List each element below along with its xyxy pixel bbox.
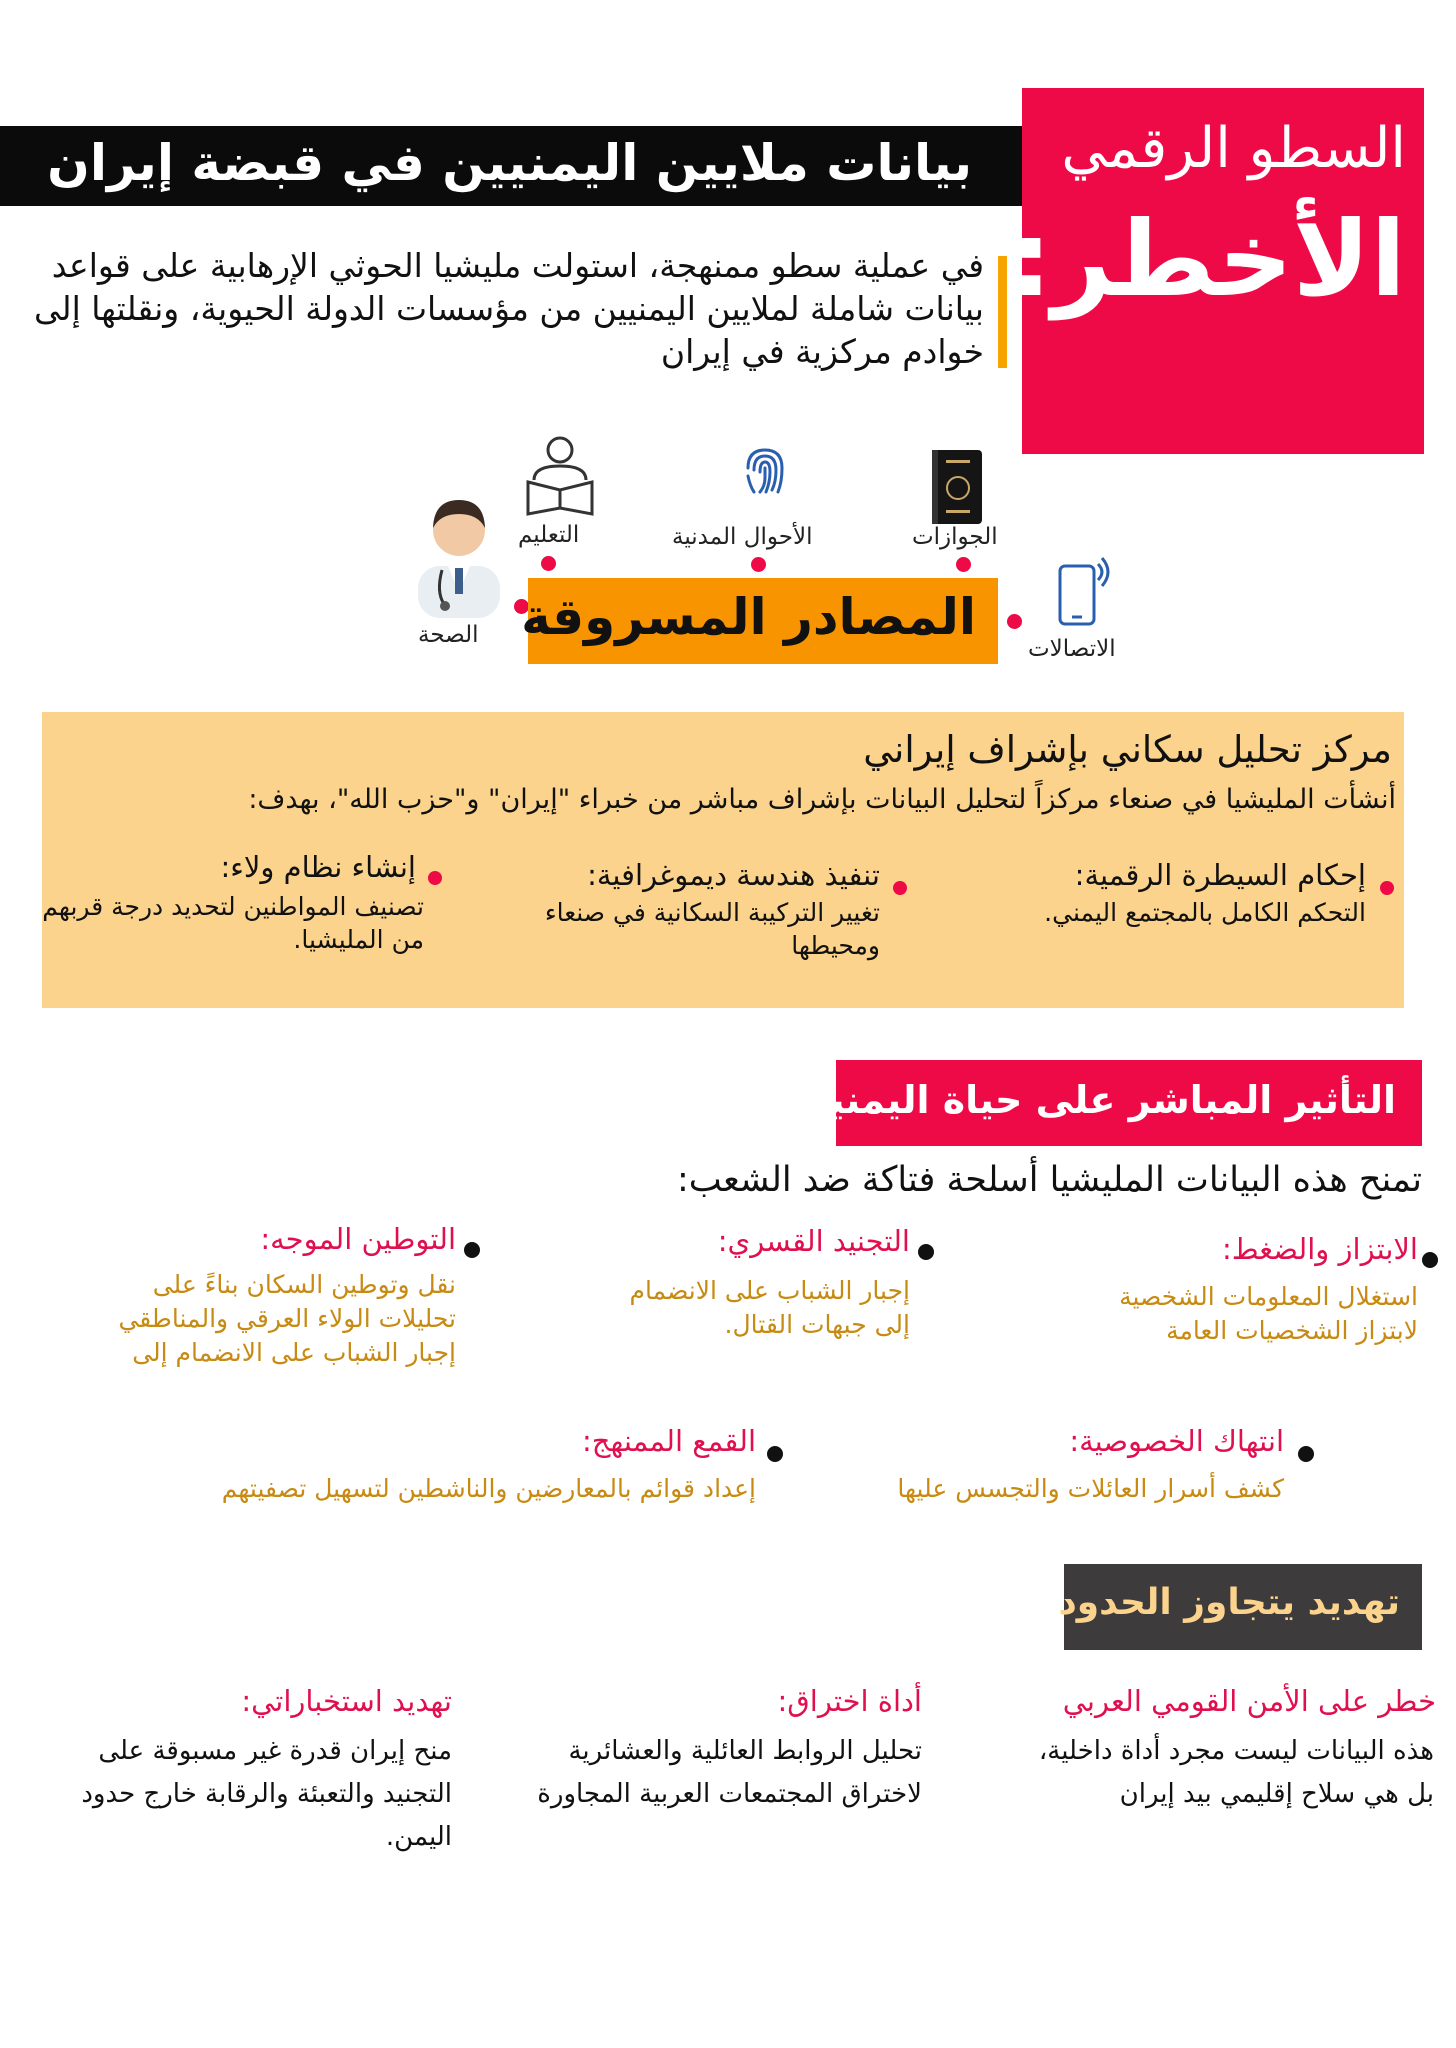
stolen-sources-title: المصادر المسروقة <box>521 588 976 646</box>
impact-item-title: التوطين الموجه: <box>260 1222 456 1256</box>
goal-desc: التحكم الكامل بالمجتمع اليمني. <box>1044 898 1366 927</box>
goal-title: تنفيذ هندسة ديموغرافية: <box>587 858 880 892</box>
badge-line-1: السطو الرقمي <box>1061 116 1406 181</box>
source-label-health: الصحة <box>418 622 479 648</box>
goal-title: إنشاء نظام ولاء: <box>220 850 416 884</box>
impact-item-desc: كشف أسرار العائلات والتجسس عليها <box>897 1474 1284 1503</box>
intro-accent-bar <box>998 256 1007 368</box>
passport-icon <box>928 448 984 526</box>
student-reading-icon <box>522 436 598 518</box>
threat-item-title: تهديد استخباراتي: <box>241 1684 452 1718</box>
impact-item-desc: إعداد قوائم بالمعارضين والناشطين لتسهيل تصفيتهم <box>221 1474 756 1503</box>
goal-desc: تغيير التركيبة السكانية في صنعاء ومحيطها <box>544 898 880 960</box>
title-banner <box>0 126 1022 206</box>
impact-item-desc: إجبار الشباب على الانضمام إلى جبهات القتال. <box>629 1276 910 1339</box>
source-dot-telecom <box>1007 614 1022 629</box>
impact-item-title: الابتزاز والضغط: <box>1221 1232 1418 1266</box>
source-dot-education <box>541 556 556 571</box>
fingerprint-icon <box>740 442 790 500</box>
goal-desc: تصنيف المواطنين لتحديد درجة قربهم من المليشيا. <box>42 892 424 954</box>
impact-banner <box>780 1060 1422 1146</box>
impact-title: التأثير المباشر على حياة اليمنيين <box>780 1078 1396 1122</box>
analysis-center-text: أنشأت المليشيا في صنعاء مركزاً لتحليل البيانات بإشراف مباشر من خبراء "إيران" و"حزب الله"، بهدف: <box>248 784 1396 815</box>
source-label-civil: الأحوال المدنية <box>672 524 813 550</box>
goal-bullet <box>893 881 907 895</box>
impact-item-desc: نقل وتوطين السكان بناءً على تحليلات الولاء العرقي والمناطقي إجبار الشباب على الانضمام إلى <box>118 1270 456 1367</box>
source-dot-passports <box>956 557 971 572</box>
analysis-center-title: مركز تحليل سكاني بإشراف إيراني <box>863 728 1392 771</box>
threat-item-desc: هذه البيانات ليست مجرد أداة داخلية، بل هي سلاح إقليمي بيد إيران <box>1038 1736 1434 1809</box>
threat-item-desc: تحليل الروابط العائلية والعشائرية لاختراق المجتمعات العربية المجاورة <box>537 1736 922 1809</box>
impact-bullet <box>918 1244 934 1260</box>
intro-paragraph: في عملية سطو ممنهجة، استولت مليشيا الحوثي الإرهابية على قواعد بيانات شاملة لملايين اليمنيين من مؤسسات الدولة الحيوية، ونقلتها إلى خوادم مركزية في إيران <box>34 246 984 371</box>
goal-bullet <box>1380 881 1394 895</box>
goal-title: إحكام السيطرة الرقمية: <box>1074 858 1366 892</box>
source-label-education: التعليم <box>518 522 580 548</box>
threat-item-title: خطر على الأمن القومي العربي <box>1062 1684 1436 1718</box>
badge-line-2: الأخطر: <box>1010 198 1406 320</box>
threat-item-title: أداة اختراق: <box>777 1684 922 1718</box>
impact-subtitle: تمنح هذه البيانات المليشيا أسلحة فتاكة ضد الشعب: <box>676 1160 1422 1200</box>
source-dot-civil <box>751 557 766 572</box>
headline-badge <box>1010 88 1424 454</box>
threat-title: تهديد يتجاوز الحدود <box>1058 1582 1400 1623</box>
source-label-telecom: الاتصالات <box>1028 636 1116 662</box>
impact-bullet <box>1298 1446 1314 1462</box>
stolen-sources-banner <box>521 578 998 664</box>
page-title: بيانات ملايين اليمنيين في قبضة إيران <box>47 134 972 192</box>
impact-bullet <box>464 1242 480 1258</box>
impact-item-title: التجنيد القسري: <box>717 1224 910 1258</box>
impact-item-title: القمع الممنهج: <box>581 1424 756 1458</box>
goal-bullet <box>428 871 442 885</box>
source-label-passports: الجوازات <box>912 524 998 550</box>
impact-item-desc: استغلال المعلومات الشخصية لابتزاز الشخصيات العامة <box>1119 1282 1418 1345</box>
threat-banner <box>1058 1564 1422 1650</box>
doctor-icon <box>404 488 514 618</box>
impact-bullet <box>767 1446 783 1462</box>
impact-item-title: انتهاك الخصوصية: <box>1069 1424 1284 1458</box>
threat-item-desc: منح إيران قدرة غير مسبوقة على التجنيد والتعبئة والرقابة خارج حدود اليمن. <box>81 1736 452 1852</box>
mobile-phone-icon <box>1056 554 1112 626</box>
impact-bullet <box>1422 1252 1438 1268</box>
